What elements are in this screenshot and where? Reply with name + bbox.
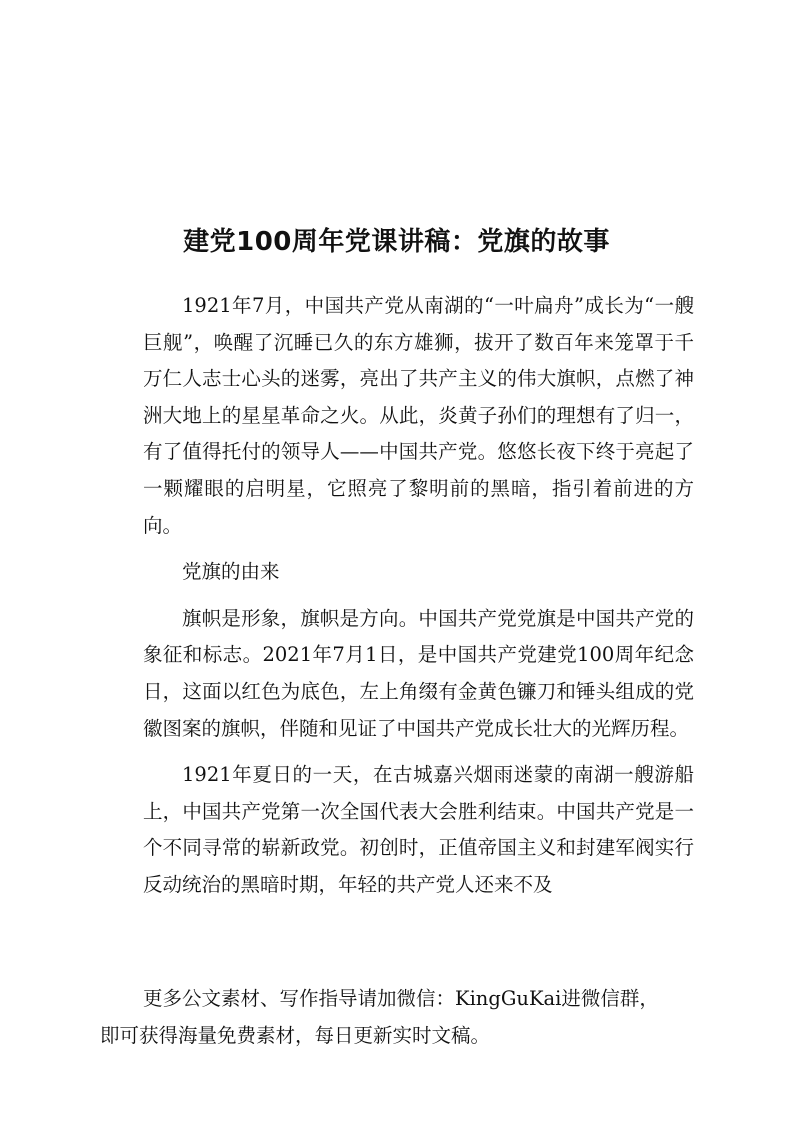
footer-line-2: 即可获得海量免费素材，每日更新实时文稿。 (100, 1024, 491, 1047)
document-title: 建党100周年党课讲稿：党旗的故事 (183, 227, 610, 257)
paragraph-history: 1921年夏日的一天，在古城嘉兴烟雨迷蒙的南湖一艘游船上，中国共产党第一次全国代表大会胜利结束。中国共产党是一个不同寻常的崭新政党。初创时，正值帝国主义和封建军阀实行反动统治的黑暗时期，年轻的共产党人还来不及 (143, 763, 694, 896)
section-heading: 党旗的由来 (182, 560, 280, 584)
document-body (143, 288, 694, 914)
paragraph-flag-meaning: 旗帜是形象，旗帜是方向。中国共产党党旗是中国共产党的象征和标志。2021年7月1日，是中国共产党建党100周年纪念日，这面以红色为底色，左上角缀有金黄色镰刀和锤头组成的党徽图案的旗帜，伴随和见证了中国共产党成长壮大的光辉历程。 (143, 606, 694, 740)
paragraph-intro: 1921年7月，中国共产党从南湖的“一叶扁舟”成长为“一艘巨舰”，唤醒了沉睡已久的东方雄狮，拔开了数百年来笼罩于千万仁人志士心头的迷雾，亮出了共产主义的伟大旗帜，点燃了神洲大地上的星星革命之火。从此，炎黄子孙们的理想有了归一，有了值得托付的领导人——中国共产党。悠悠长夜下终于亮起了一颗耀眼的启明星，它照亮了黎明前的黑暗，指引着前进的方向。 (143, 294, 694, 537)
footer-line-1: 更多公文素材、写作指导请加微信：KingGuKai进微信群， (143, 987, 659, 1010)
footer-note (100, 980, 700, 1054)
